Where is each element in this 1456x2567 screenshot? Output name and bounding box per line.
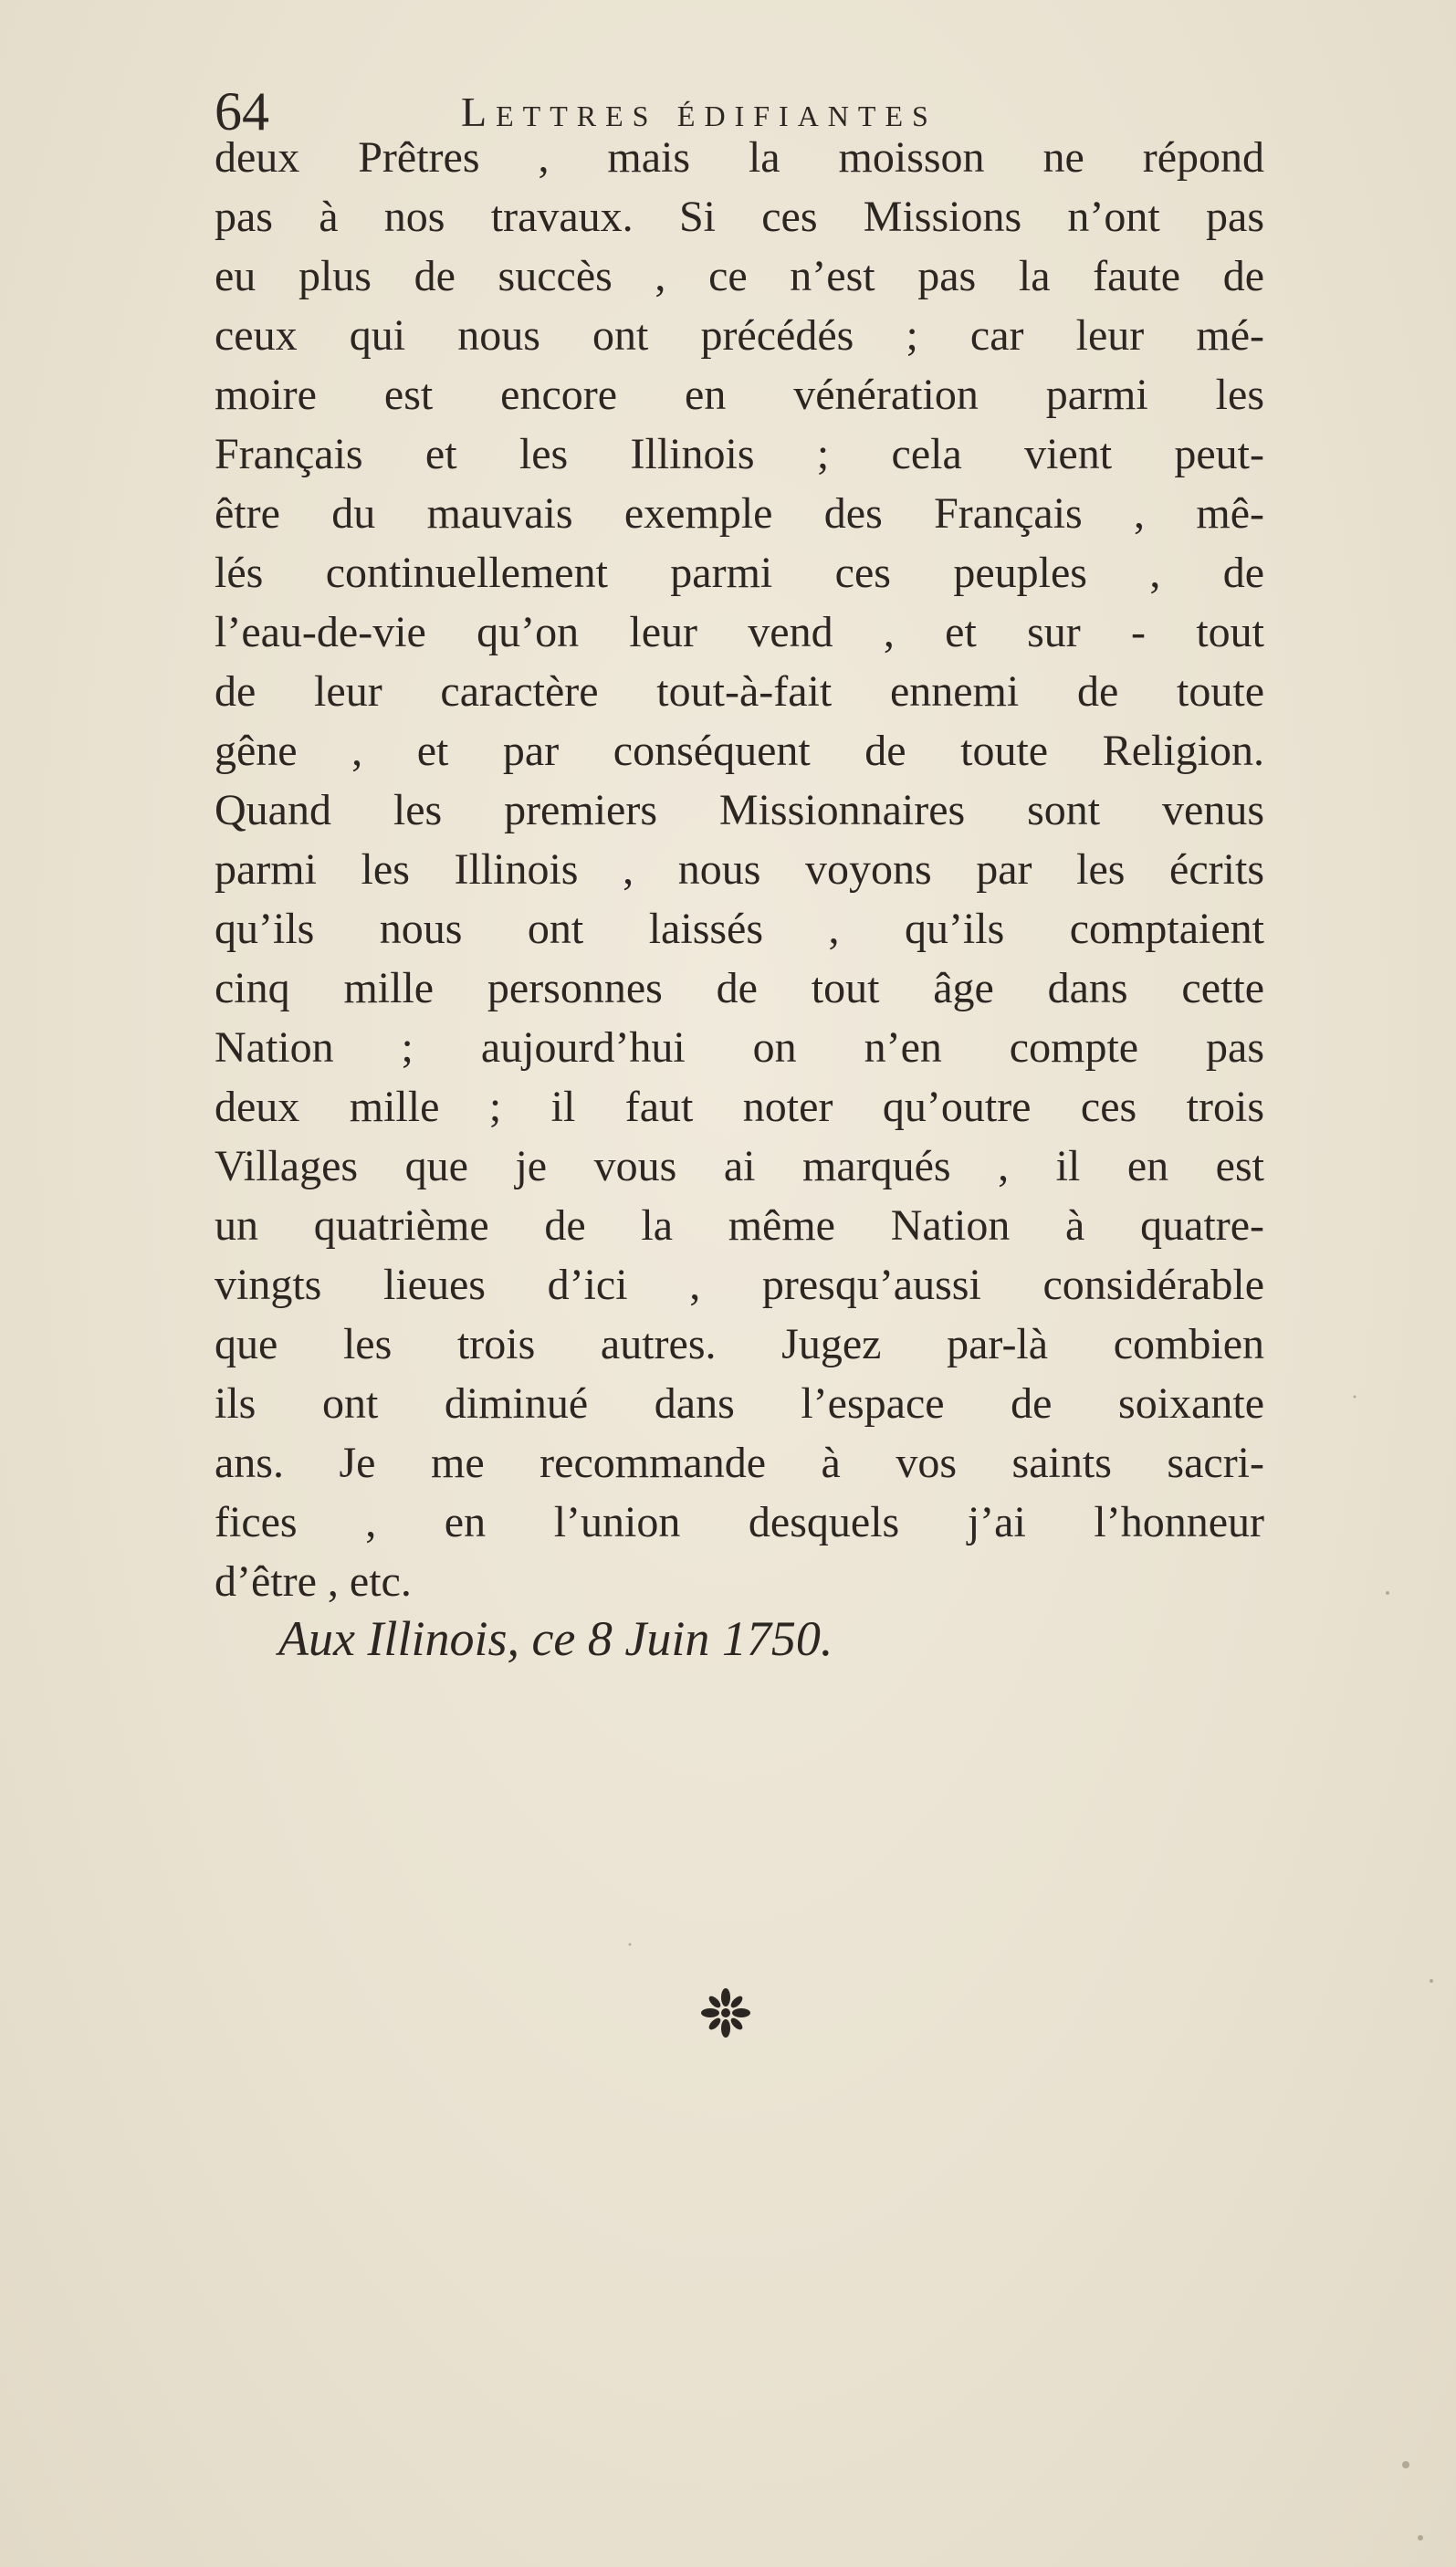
text-line: Villages que je vous ai marqués , il en est	[215, 1142, 1264, 1190]
text-line: pas à nos travaux. Si ces Missions n’ont pas	[215, 193, 1264, 241]
text-line: eu plus de succès , ce n’est pas la faute de	[215, 252, 1264, 300]
body-text	[215, 128, 1264, 1611]
text-line: que les trois autres. Jugez par-là combien	[215, 1320, 1264, 1368]
text-line: l’eau-de-vie qu’on leur vend , et sur - tout	[215, 608, 1264, 656]
text-line: fices , en l’union desquels j’ai l’honneur	[215, 1498, 1264, 1546]
text-line: de leur caractère tout-à-fait ennemi de toute	[215, 667, 1264, 716]
page-number: 64	[215, 81, 269, 141]
text-line: ils ont diminué dans l’espace de soixante	[215, 1379, 1264, 1428]
text-line: deux mille ; il faut noter qu’outre ces trois	[215, 1083, 1264, 1131]
text-line: cinq mille personnes de tout âge dans cette	[215, 964, 1264, 1012]
text-line: qu’ils nous ont laissés , qu’ils comptaient	[215, 905, 1264, 953]
text-line: Français et les Illinois ; cela vient peut-	[215, 430, 1264, 478]
text-line: ceux qui nous ont précédés ; car leur mé-	[215, 311, 1264, 360]
text-line: vingts lieues d’ici , presqu’aussi considérable	[215, 1261, 1264, 1309]
text-line: ans. Je me recommande à vos saints sacri-	[215, 1439, 1264, 1487]
floral-ornament-icon	[698, 1985, 753, 2040]
text-line: gêne , et par conséquent de toute Religion.	[215, 727, 1264, 775]
text-line: Nation ; aujourd’hui on n’en compte pas	[215, 1023, 1264, 1072]
text-line: moire est encore en vénération parmi les	[215, 371, 1264, 419]
signoff-dateline: Aux Illinois, ce 8 Juin 1750.	[278, 1611, 833, 1666]
text-line: un quatrième de la même Nation à quatre-	[215, 1201, 1264, 1250]
text-line: Quand les premiers Missionnaires sont venus	[215, 786, 1264, 834]
text-line: d’être , etc.	[215, 1557, 412, 1606]
text-line: deux Prêtres , mais la moisson ne répond	[215, 133, 1264, 182]
running-title: Lettres édifiantes	[461, 89, 937, 135]
text-line: parmi les Illinois , nous voyons par les écrits	[215, 845, 1264, 894]
text-line: être du mauvais exemple des Français , mê-	[215, 489, 1264, 538]
text-line: lés continuellement parmi ces peuples , de	[215, 549, 1264, 597]
